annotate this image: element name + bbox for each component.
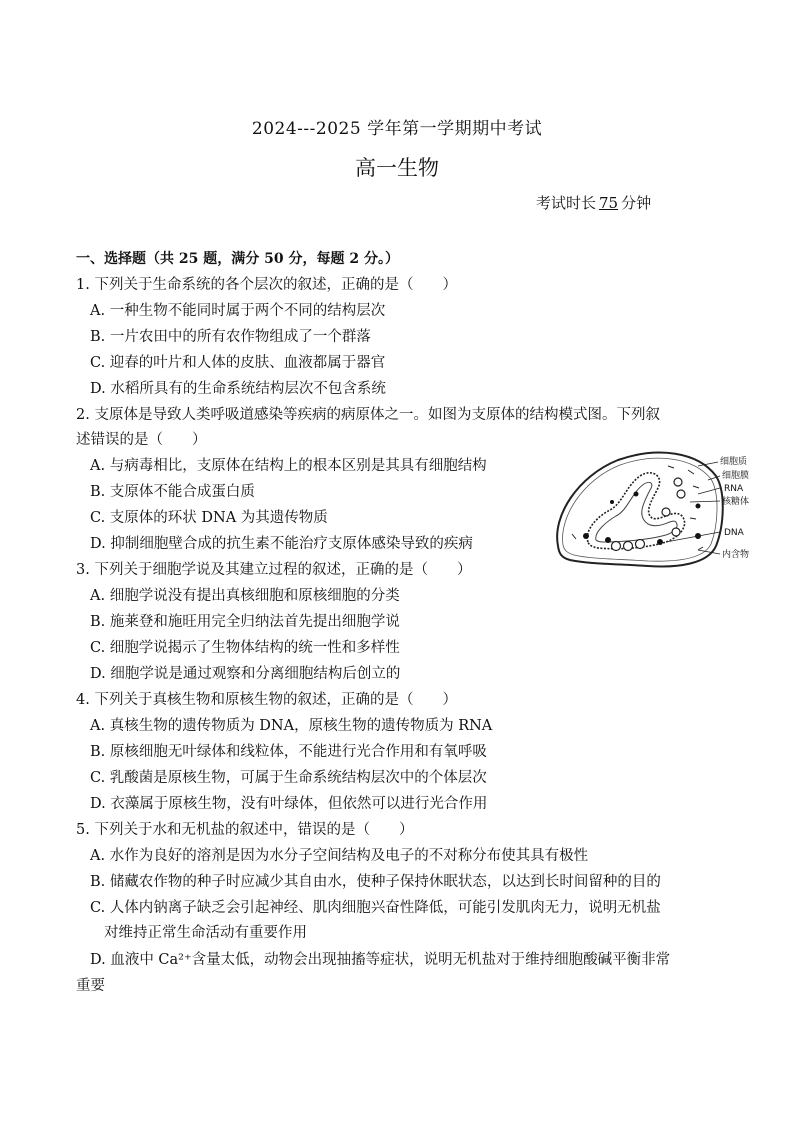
inclusion-dot	[634, 492, 639, 497]
question-4-option-c: C. 乳酸菌是原核生物，可属于生命系统结构层次中的个体层次	[90, 770, 487, 786]
question-5-option-d-cont: 重要	[76, 978, 105, 994]
question-2-option-d: D. 抑制细胞壁合成的抗生素不能治疗支原体感染导致的疾病	[90, 536, 473, 552]
exam-title: 2024---2025 学年第一学期期中考试	[251, 119, 543, 139]
cell-membrane-outline	[557, 453, 723, 567]
question-1-option-a: A. 一种生物不能同时属于两个不同的结构层次	[90, 303, 386, 319]
label-leaders	[666, 462, 720, 554]
ribosome-dot	[636, 540, 645, 549]
ribosome-dot	[672, 528, 680, 536]
ribosome-dot	[612, 542, 621, 551]
question-5-stem: 5. 下列关于水和无机盐的叙述中，错误的是（ ）	[76, 822, 414, 838]
question-4-option-d: D. 衣藻属于原核生物，没有叶绿体，但依然可以进行光合作用	[90, 796, 488, 812]
label-ribosome: 核糖体	[722, 497, 750, 507]
ribosome-dot	[677, 490, 685, 498]
exam-duration	[536, 192, 651, 213]
inclusion-dot	[657, 539, 663, 545]
question-3-option-a: A. 细胞学说没有提出真核细胞和原核细胞的分类	[90, 588, 400, 604]
label-cytoplasm: 细胞质	[720, 457, 748, 467]
label-membrane: 细胞膜	[722, 471, 750, 481]
question-5-option-c: C. 人体内钠离子缺乏会引起神经、肌肉细胞兴奋性降低，可能引发肌肉无力，说明无机盐	[90, 900, 661, 916]
mycoplasma-diagram	[548, 446, 766, 572]
question-4-stem: 4. 下列关于真核生物和原核生物的叙述，正确的是（ ）	[76, 692, 457, 708]
label-rna: RNA	[724, 484, 744, 494]
question-3-option-d: D. 细胞学说是通过观察和分离细胞结构后创立的	[90, 666, 401, 682]
question-1-option-b: B. 一片农田中的所有农作物组成了一个群落	[90, 329, 371, 345]
ribosome-dot	[662, 508, 670, 516]
question-5-option-c-cont: 对维持正常生命活动有重要作用	[104, 925, 307, 941]
rna-strokes	[572, 466, 703, 550]
inclusion-dot	[583, 533, 589, 539]
inclusion-dot	[605, 537, 611, 543]
label-dna: DNA	[724, 528, 744, 538]
question-3-stem: 3. 下列关于细胞学说及其建立过程的叙述，正确的是（ ）	[76, 562, 472, 578]
question-1-option-d: D. 水稻所具有的生命系统结构层次不包含系统	[90, 381, 386, 397]
ribosome-dot	[624, 542, 633, 551]
duration-value: 75	[599, 194, 619, 212]
exam-subject: 高一生物	[355, 156, 439, 180]
question-2-option-b: B. 支原体不能合成蛋白质	[90, 484, 255, 500]
question-4-option-b: B. 原核细胞无叶绿体和线粒体，不能进行光合作用和有氧呼吸	[90, 744, 487, 760]
question-2-stem-cont: 述错误的是（ ）	[76, 432, 207, 448]
question-5-option-a: A. 水作为良好的溶剂是因为水分子空间结构及电子的不对称分布使其具有极性	[90, 848, 589, 864]
label-inclusion: 内含物	[722, 550, 750, 560]
question-4-option-a: A. 真核生物的遗传物质为 DNA，原核生物的遗传物质为 RNA	[90, 718, 493, 734]
question-5-option-d: D. 血液中 Ca²⁺含量太低，动物会出现抽搐等症状，说明无机盐对于维持细胞酸碱平衡非常	[90, 952, 671, 968]
duration-suffix: 分钟	[621, 194, 652, 212]
question-2-option-c: C. 支原体的环状 DNA 为其遗传物质	[90, 510, 328, 526]
question-3-option-c: C. 细胞学说揭示了生物体结构的统一性和多样性	[90, 640, 400, 656]
ribosome-dot	[674, 478, 682, 486]
inclusion-dot	[696, 504, 701, 509]
duration-prefix: 考试时长	[536, 194, 597, 212]
question-2-stem: 2. 支原体是导致人类呼吸道感染等疾病的病原体之一。如图为支原体的结构模式图。下列叙	[76, 407, 660, 423]
inclusion-dot	[610, 500, 614, 504]
section-heading: 一、选择题（共 25 题，满分 50 分，每题 2 分。）	[76, 251, 399, 267]
question-3-option-b: B. 施莱登和施旺用完全归纳法首先提出细胞学说	[90, 614, 400, 630]
question-1-stem: 1. 下列关于生命系统的各个层次的叙述，正确的是（ ）	[76, 277, 457, 293]
question-1-option-c: C. 迎春的叶片和人体的皮肤、血液都属于器官	[90, 355, 386, 371]
question-5-option-b: B. 储藏农作物的种子时应减少其自由水，使种子保持休眠状态，以达到长时间留种的目的	[90, 874, 661, 890]
question-2-option-a: A. 与病毒相比，支原体在结构上的根本区别是其具有细胞结构	[90, 458, 487, 474]
